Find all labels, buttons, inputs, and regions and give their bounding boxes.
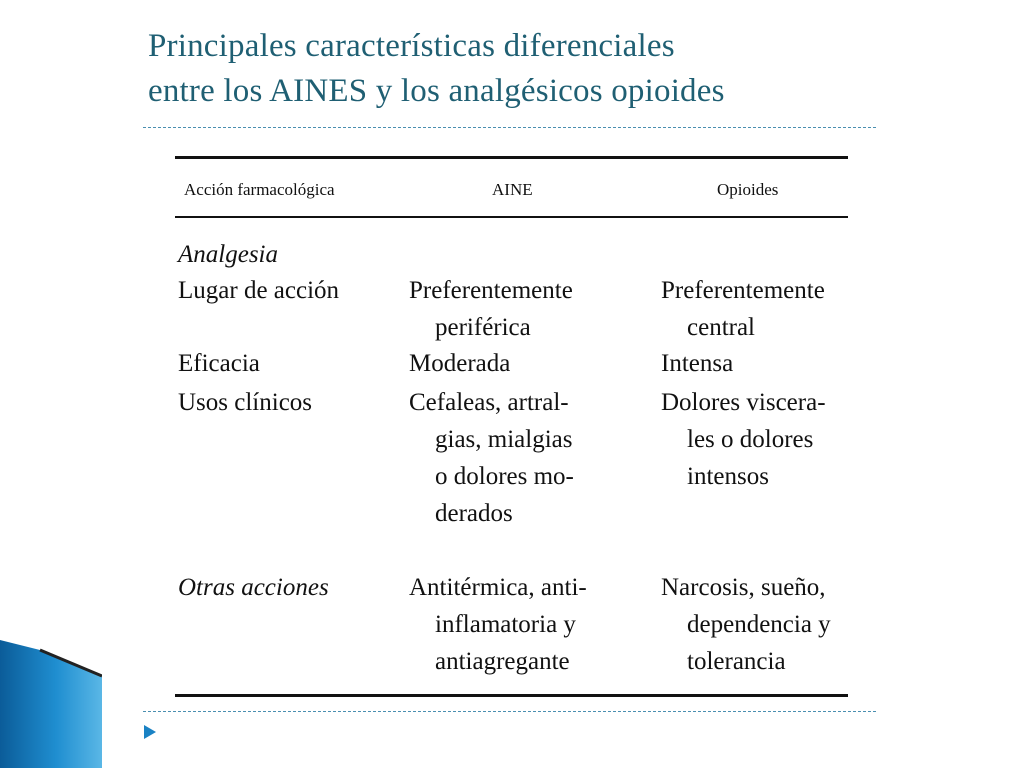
cell-line: Preferentemente [661, 277, 825, 304]
cell-line: Dolores viscera- [661, 389, 826, 416]
title-line-1: Principales características diferenciales [148, 28, 675, 64]
cell-line: o dolores mo- [435, 463, 574, 490]
cell-line: periférica [435, 314, 531, 341]
table-top-rule [175, 156, 848, 159]
cell-line: inflamatoria y [435, 611, 576, 638]
cell-line: intensos [687, 463, 769, 490]
cell-opioides-usos [661, 384, 826, 495]
cell-line: antiagregante [435, 648, 570, 675]
row-label-eficacia: Eficacia [178, 350, 260, 377]
table-header-rule [175, 216, 848, 218]
header-accion: Acción farmacológica [184, 180, 335, 199]
section-analgesia: Analgesia [178, 241, 278, 268]
cell-aine-lugar [409, 272, 573, 346]
title-line-2: entre los AINES y los analgésicos opioides [148, 73, 725, 109]
cell-aine-usos [409, 384, 574, 532]
top-dashed-divider [143, 127, 876, 128]
cell-aine-otras [409, 569, 587, 680]
row-label-usos: Usos clínicos [178, 389, 313, 416]
cell-line: gias, mialgias [435, 426, 573, 453]
cell-line: dependencia y [687, 611, 831, 638]
cell-opioides-lugar [661, 272, 825, 346]
cell-line: Cefaleas, artral- [409, 389, 569, 416]
cell-opioides-eficacia [661, 345, 733, 382]
cell-line: les o dolores [687, 426, 814, 453]
cell-line: Moderada [409, 350, 511, 377]
cell-line: Narcosis, sueño, [661, 574, 826, 601]
triangle-bullet-icon [142, 724, 158, 740]
bottom-dashed-divider [143, 711, 876, 712]
section-otras-acciones: Otras acciones [178, 574, 329, 601]
row-label-lugar: Lugar de acción [178, 277, 340, 304]
header-aine: AINE [492, 180, 533, 199]
corner-decoration [0, 640, 102, 768]
cell-line: central [687, 314, 756, 341]
slide-title [148, 24, 868, 114]
cell-aine-eficacia [409, 345, 510, 382]
header-opioides: Opioides [717, 180, 779, 199]
cell-line: tolerancia [687, 648, 786, 675]
cell-line: Intensa [661, 350, 734, 377]
table-bottom-rule [175, 694, 848, 697]
cell-line: Preferentemente [409, 277, 573, 304]
cell-line: derados [435, 500, 513, 527]
cell-opioides-otras [661, 569, 831, 680]
cell-line: Antitérmica, anti- [409, 574, 587, 601]
